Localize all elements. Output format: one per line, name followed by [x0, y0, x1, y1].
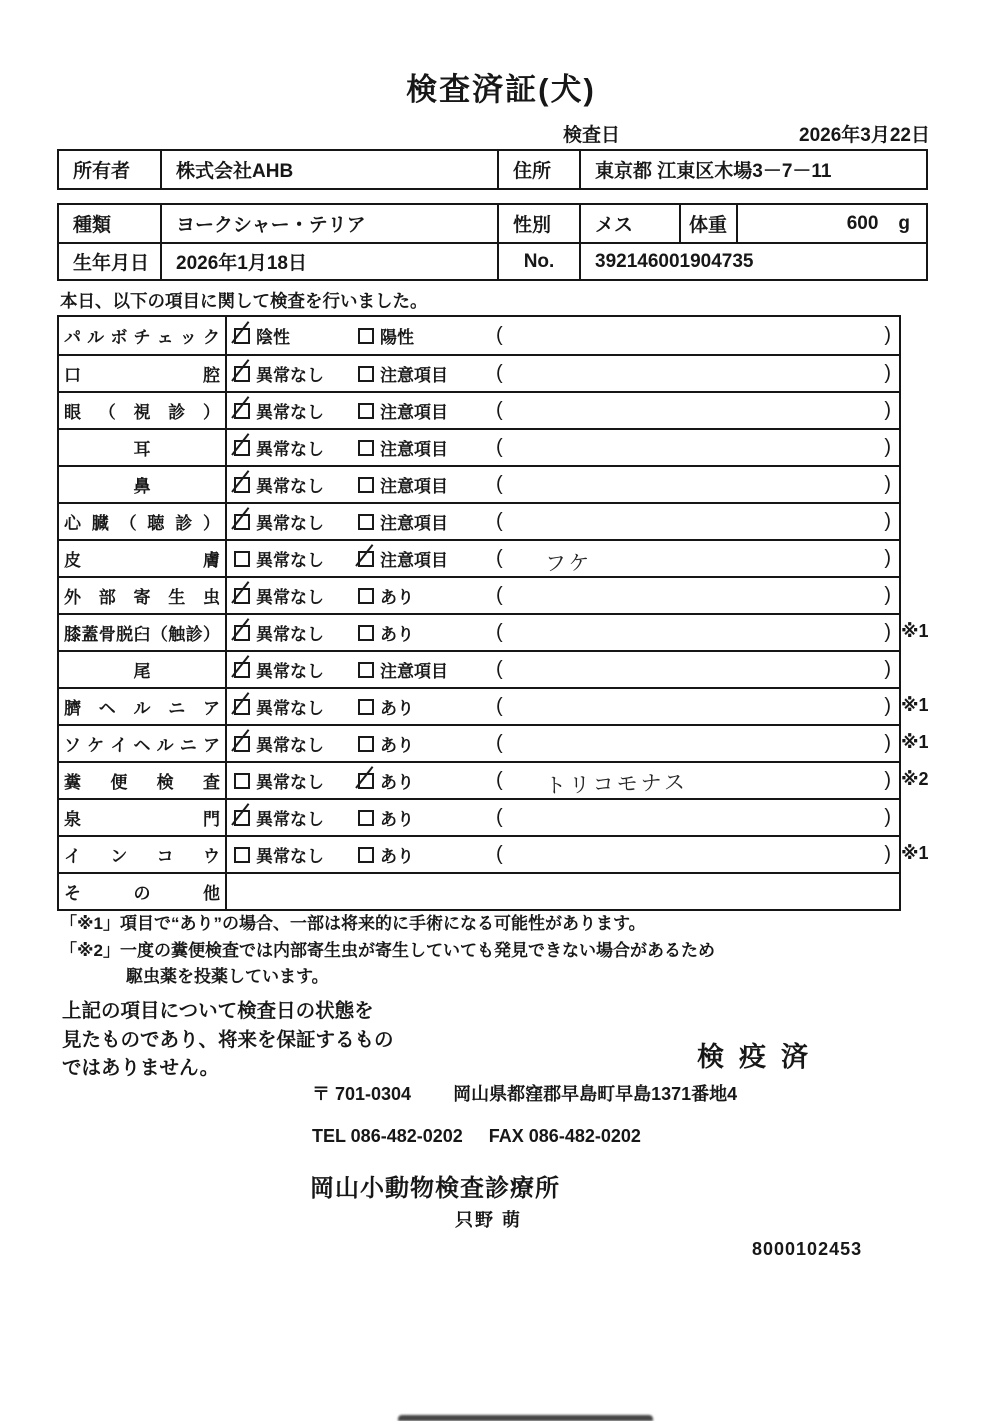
table-row [59, 317, 899, 354]
note-field [494, 726, 899, 761]
disclaimer [62, 997, 394, 1083]
paren-close: ) [884, 806, 891, 828]
table-row [59, 354, 899, 391]
checkbox-option-1[interactable] [234, 366, 250, 382]
option-2 [358, 800, 494, 835]
option-2-label: あり [380, 588, 414, 607]
option-2-label: あり [380, 773, 414, 792]
paren-close: ) [884, 621, 891, 643]
breed-label: 種類 [59, 205, 162, 242]
option-1-label: 異常なし [256, 366, 324, 385]
owner-value: 株式会社AHB [162, 151, 499, 188]
option-1 [227, 467, 358, 502]
paren-open: ( [496, 658, 503, 680]
checkbox-option-1[interactable] [234, 736, 250, 752]
note-field [494, 317, 899, 354]
option-2 [358, 763, 494, 798]
option-1 [227, 504, 358, 539]
checkbox-option-2[interactable] [358, 810, 374, 826]
checkbox-option-2[interactable] [358, 366, 374, 382]
owner-row [59, 151, 926, 188]
option-2 [358, 578, 494, 613]
option-1 [227, 430, 358, 465]
handwritten-note: フケ [544, 551, 593, 576]
handwritten-note [503, 850, 885, 860]
table-row [59, 687, 929, 724]
paren-close: ) [884, 769, 891, 791]
paren-open: ( [496, 399, 503, 421]
table-row [59, 650, 899, 687]
item-label: そ の 他 [64, 884, 220, 903]
item-label: 眼 （ 視 診 ） [64, 403, 220, 422]
checkbox-option-1[interactable] [234, 477, 250, 493]
note-field [494, 393, 899, 428]
inspection-date-value: 2026年3月22日 [799, 125, 930, 146]
note-field [494, 430, 899, 465]
checkbox-option-2[interactable] [358, 514, 374, 530]
checkbox-option-1[interactable] [234, 551, 250, 567]
option-1-label: 異常なし [256, 773, 324, 792]
item-label: 外 部 寄 生 虫 [64, 588, 220, 607]
item-label: 臍 ヘ ル ニ ア [64, 699, 220, 718]
paren-open: ( [496, 843, 503, 865]
handwritten-note [503, 739, 885, 749]
paren-close: ) [884, 399, 891, 421]
option-1 [227, 726, 358, 761]
option-2 [358, 837, 494, 872]
address-value: 東京都 江東区木場3－7－11 [595, 161, 832, 182]
option-1 [227, 317, 358, 354]
paren-close: ) [884, 324, 891, 346]
option-2-label: 注意項目 [380, 366, 448, 385]
checkbox-option-2[interactable] [358, 625, 374, 641]
option-2-label: あり [380, 699, 414, 718]
option-1 [227, 541, 358, 576]
option-1 [227, 615, 358, 650]
birth-value: 2026年1月18日 [162, 244, 499, 279]
checkbox-option-1[interactable] [234, 403, 250, 419]
paren-close: ) [884, 732, 891, 754]
table-row [59, 465, 899, 502]
handwritten-note: トリコモナス [544, 770, 688, 798]
option-2 [358, 726, 494, 761]
option-1 [227, 800, 358, 835]
checkbox-option-2[interactable] [358, 773, 374, 789]
option-1-label: 陰性 [256, 328, 290, 347]
checkbox-option-1[interactable] [234, 625, 250, 641]
option-2-label: あり [380, 736, 414, 755]
handwritten-note [503, 628, 885, 638]
item-label: 尾 [133, 662, 151, 681]
breed-row [59, 205, 926, 242]
handwritten-note [503, 443, 885, 453]
clinic-tel-line [312, 1126, 641, 1147]
weight-number: 600 [846, 212, 879, 234]
option-2-label: あり [380, 847, 414, 866]
paren-open: ( [496, 510, 503, 532]
option-2 [358, 356, 494, 391]
scan-artifact [398, 1415, 653, 1421]
paren-close: ) [884, 584, 891, 606]
paren-open: ( [496, 547, 503, 569]
sex-value: メス [581, 205, 681, 242]
page-title: 検査済証(犬) [406, 72, 596, 107]
weight-value [738, 205, 926, 242]
clinic-fax: FAX 086-482-0202 [488, 1126, 641, 1146]
table-row [59, 761, 929, 798]
handwritten-note [503, 517, 885, 527]
breed-value: ヨークシャー・テリア [162, 205, 499, 242]
note-field [494, 541, 899, 576]
handwritten-note [503, 406, 885, 416]
vet-name: 只野 萌 [455, 1210, 523, 1230]
handwritten-note [503, 480, 885, 490]
clinic-postal: 〒 701-0304 [312, 1084, 412, 1104]
paren-open: ( [496, 621, 503, 643]
option-2-label: あり [380, 810, 414, 829]
option-2 [358, 504, 494, 539]
disclaimer-line-3: ではありません。 [62, 1057, 220, 1079]
option-2 [358, 652, 494, 687]
option-1-label: 異常なし [256, 662, 324, 681]
item-label: パ ル ボ チ ェ ッ ク [64, 328, 220, 347]
no-value: 392146001904735 [595, 250, 754, 272]
checkbox-option-1[interactable] [234, 328, 250, 344]
disclaimer-line-2: 見たものであり、将来を保証するもの [62, 1028, 394, 1051]
note-field [494, 467, 899, 502]
paren-close: ) [884, 695, 891, 717]
checkbox-option-1[interactable] [234, 588, 250, 604]
note-field [494, 504, 899, 539]
paren-open: ( [496, 473, 503, 495]
checkbox-option-1[interactable] [234, 514, 250, 530]
option-1-label: 異常なし [256, 440, 324, 459]
note-field [494, 578, 899, 613]
table-row [59, 391, 899, 428]
footnote-1: 「※1」項目で“あり”の場合、一部は将来的に手術になる可能性があります。 [60, 914, 646, 933]
paren-open: ( [496, 806, 503, 828]
handwritten-note [503, 331, 885, 341]
clinic-address: 岡山県都窪郡早島町早島1371番地4 [453, 1084, 738, 1104]
option-2 [358, 541, 494, 576]
option-2 [358, 430, 494, 465]
table-row [59, 835, 929, 872]
pet-table [57, 203, 928, 281]
paren-close: ) [884, 510, 891, 532]
checkbox-option-1[interactable] [234, 810, 250, 826]
address-label: 住所 [499, 151, 581, 188]
item-label: 鼻 [133, 477, 151, 496]
item-label: ソ ケ イ ヘ ル ニ ア [64, 736, 220, 755]
handwritten-note [503, 369, 885, 379]
no-label: No. [499, 244, 581, 279]
option-1 [227, 652, 358, 687]
option-1-label: 異常なし [256, 551, 324, 570]
option-1 [227, 578, 358, 613]
option-2-label: 陽性 [380, 328, 414, 347]
owner-table [57, 149, 928, 190]
table-row [59, 428, 899, 465]
item-label: 口 腔 [64, 366, 220, 385]
table-row [59, 576, 899, 613]
checkbox-option-2[interactable] [358, 736, 374, 752]
option-2 [358, 317, 494, 354]
option-1 [227, 356, 358, 391]
paren-close: ) [884, 843, 891, 865]
option-1-label: 異常なし [256, 514, 324, 533]
paren-close: ) [884, 658, 891, 680]
paren-close: ) [884, 547, 891, 569]
footnote-mark: ※1 [901, 621, 929, 641]
option-2-label: 注意項目 [380, 477, 448, 496]
checkbox-option-2[interactable] [358, 440, 374, 456]
option-1-label: 異常なし [256, 625, 324, 644]
sex-label: 性別 [499, 205, 581, 242]
handwritten-note [503, 591, 885, 601]
checkbox-option-2[interactable] [358, 662, 374, 678]
footnote-mark: ※1 [901, 695, 929, 715]
handwritten-note [503, 813, 885, 823]
checkbox-option-2[interactable] [358, 551, 374, 567]
option-1-label: 異常なし [256, 847, 324, 866]
checkbox-option-1[interactable] [234, 847, 250, 863]
paren-open: ( [496, 769, 503, 791]
item-label: 耳 [133, 440, 151, 459]
inspection-date-row [563, 120, 930, 147]
checkbox-option-1[interactable] [234, 699, 250, 715]
table-row [59, 798, 899, 835]
option-2-label: 注意項目 [380, 403, 448, 422]
checkbox-option-2[interactable] [358, 477, 374, 493]
paren-close: ) [884, 473, 891, 495]
handwritten-note [503, 665, 885, 675]
checkbox-option-2[interactable] [358, 328, 374, 344]
checkbox-option-1[interactable] [234, 440, 250, 456]
table-row [59, 872, 899, 909]
birth-label: 生年月日 [59, 244, 162, 279]
footnote-2: 「※2」一度の糞便検査では内部寄生虫が寄生していても発見できない場合があるため [60, 940, 715, 960]
paren-open: ( [496, 362, 503, 384]
option-1 [227, 837, 358, 872]
option-2 [358, 615, 494, 650]
paren-open: ( [496, 584, 503, 606]
clinic-name: 岡山小動物検査診療所 [310, 1175, 560, 1202]
note-field [494, 689, 899, 724]
birth-row [59, 242, 926, 279]
checkbox-option-2[interactable] [358, 847, 374, 863]
note-field [494, 615, 899, 650]
table-row [59, 613, 929, 650]
option-2-label: 注意項目 [380, 662, 448, 681]
option-1-label: 異常なし [256, 699, 324, 718]
checkbox-option-2[interactable] [358, 699, 374, 715]
option-1-label: 異常なし [256, 477, 324, 496]
paren-close: ) [884, 362, 891, 384]
footnote-mark: ※1 [901, 843, 929, 863]
note-field [494, 800, 899, 835]
owner-label: 所有者 [59, 151, 162, 188]
intro-text: 本日、以下の項目に関して検査を行いました。 [60, 291, 428, 311]
note-field [494, 356, 899, 391]
note-field [494, 763, 899, 798]
paren-open: ( [496, 436, 503, 458]
option-1 [227, 689, 358, 724]
option-1-label: 異常なし [256, 588, 324, 607]
option-1 [227, 393, 358, 428]
item-label: 心 臓 （ 聴 診 ） [64, 514, 220, 533]
checkbox-option-2[interactable] [358, 588, 374, 604]
weight-label: 体重 [681, 205, 738, 242]
clinic-postal-line [312, 1080, 737, 1106]
clinic-tel: TEL 086-482-0202 [312, 1126, 463, 1146]
option-2-label: 注意項目 [380, 551, 448, 570]
disclaimer-line-1: 上記の項目について検査日の状態を [62, 1000, 374, 1022]
weight-unit: g [898, 212, 910, 234]
footnote-2-cont: 駆虫薬を投薬しています。 [126, 967, 329, 986]
paren-close: ) [884, 436, 891, 458]
item-label: 泉 門 [64, 810, 220, 829]
option-2 [358, 689, 494, 724]
footnote-mark: ※1 [901, 732, 929, 752]
option-2-label: あり [380, 625, 414, 644]
inspection-date-label: 検査日 [563, 125, 621, 146]
item-label: 糞 便 検 査 [64, 773, 220, 792]
item-label: イ ン コ ウ [64, 847, 220, 866]
checkbox-option-1[interactable] [234, 773, 250, 789]
table-row [59, 502, 899, 539]
paren-open: ( [496, 695, 503, 717]
paren-open: ( [496, 324, 503, 346]
checkbox-option-2[interactable] [358, 403, 374, 419]
option-1-label: 異常なし [256, 403, 324, 422]
exam-table [57, 315, 929, 911]
option-2 [358, 467, 494, 502]
exam-rows [59, 317, 929, 909]
checkbox-option-1[interactable] [234, 662, 250, 678]
item-label: 皮 膚 [64, 551, 220, 570]
document-code: 8000102453 [752, 1239, 863, 1259]
item-label: 膝 蓋 骨 脱 臼 （ 触 診 ） [64, 625, 220, 644]
footnotes [60, 911, 715, 991]
option-2-label: 注意項目 [380, 514, 448, 533]
option-1 [227, 763, 358, 798]
table-row [59, 539, 899, 576]
option-2 [358, 393, 494, 428]
quarantine-stamp: 検疫済 [697, 1042, 823, 1072]
handwritten-note [503, 702, 885, 712]
option-1-label: 異常なし [256, 736, 324, 755]
footnote-mark: ※2 [901, 769, 929, 789]
option-2-label: 注意項目 [380, 440, 448, 459]
paren-open: ( [496, 732, 503, 754]
table-row [59, 724, 929, 761]
note-field [494, 837, 899, 872]
option-1-label: 異常なし [256, 810, 324, 829]
note-field [494, 652, 899, 687]
